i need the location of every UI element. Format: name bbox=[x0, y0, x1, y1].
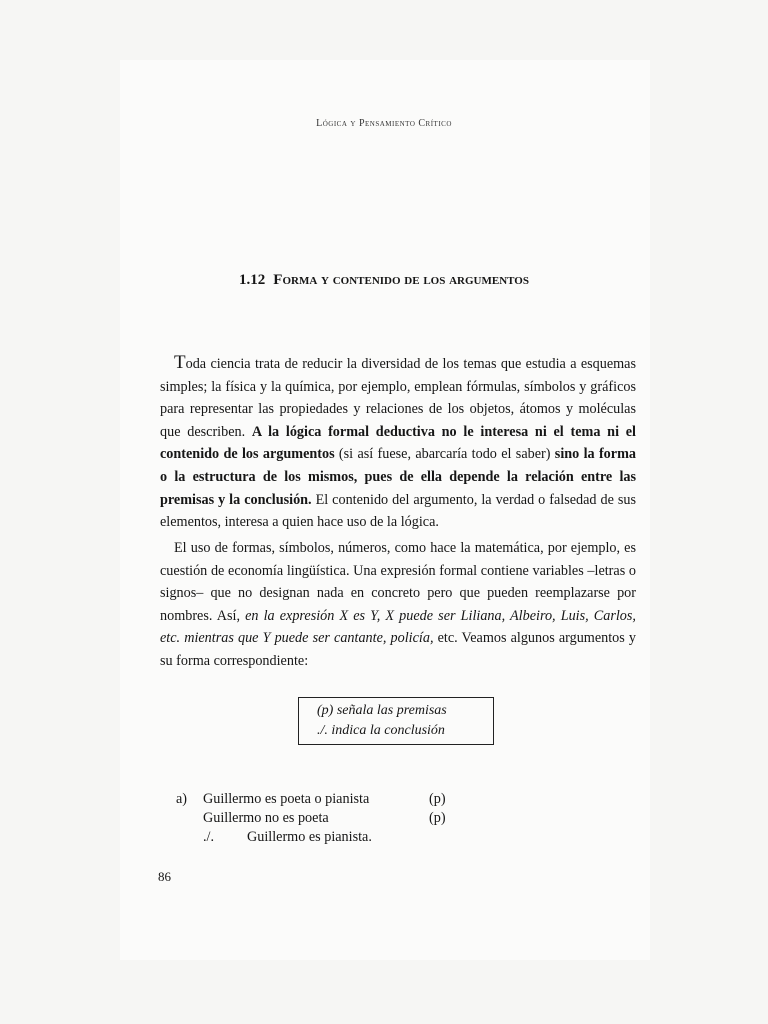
section-title: Forma y contenido de los argumentos bbox=[273, 272, 529, 288]
legend-conclusion: ./. indica la conclusión bbox=[317, 723, 445, 738]
paragraph-1 bbox=[160, 352, 636, 534]
paragraph-1-text-a: oda ciencia trata de reducir la diversidad de los temas que estudia a esquemas simples; la física y la química, por ejemplo, emplean fórmulas, símbolos y gráficos para representar las propiedades y relaciones de los objetos, átomos y moléculas que describen. bbox=[160, 356, 636, 440]
paragraph-1-bold-b: sino la forma o la estructura de los mismos, pues de ella depende la relación entre las premisas y la conclusión. bbox=[160, 446, 636, 508]
running-header: Lógica y Pensamiento Crítico bbox=[316, 118, 452, 129]
conclusion: Guillermo es pianista. bbox=[247, 829, 372, 845]
paragraph-2-text-b: etc. Veamos algunos argumentos y su forma correspondiente: bbox=[160, 630, 636, 669]
argument-label: a) bbox=[176, 791, 188, 807]
notation-legend-box bbox=[298, 697, 494, 745]
paragraph-2-text-a: El uso de formas, símbolos, números, como hace la matemática, por ejemplo, es cuestión de economía lingüística. Una expresión formal contiene variables –letras o signos– que no designan nada en concreto pero que pueden reemplazarse por nombres. Así, bbox=[160, 540, 636, 624]
paragraph-1-bold-a: A la lógica formal deductiva no le interesa ni el tema ni el contenido de los argumentos bbox=[160, 423, 636, 463]
premise-2: Guillermo no es poeta bbox=[203, 810, 329, 826]
drop-capital: T bbox=[174, 352, 186, 373]
section-number: 1.12 bbox=[239, 272, 266, 288]
paragraph-1-text-c: El contenido del argumento, la verdad o falsedad de sus elementos, interesa a quien hace uso de la lógica. bbox=[160, 491, 636, 531]
paragraph-2 bbox=[160, 537, 636, 673]
legend-premises: (p) señala las premisas bbox=[317, 703, 447, 718]
paragraph-1-text-b: (si así fuese, abarcaría todo el saber) bbox=[334, 446, 555, 463]
premise-1-mark: (p) bbox=[429, 791, 446, 807]
section-heading bbox=[0, 272, 768, 289]
premise-2-mark: (p) bbox=[429, 810, 446, 826]
conclusion-mark: ./. bbox=[203, 829, 215, 845]
paragraph-2-italic: en la expresión X es Y, X puede ser Liliana, Albeiro, Luis, Carlos, etc. mientras que Y puede ser cantante, policía, bbox=[160, 607, 636, 647]
page-number: 86 bbox=[158, 869, 171, 884]
premise-1: Guillermo es poeta o pianista bbox=[203, 791, 370, 807]
